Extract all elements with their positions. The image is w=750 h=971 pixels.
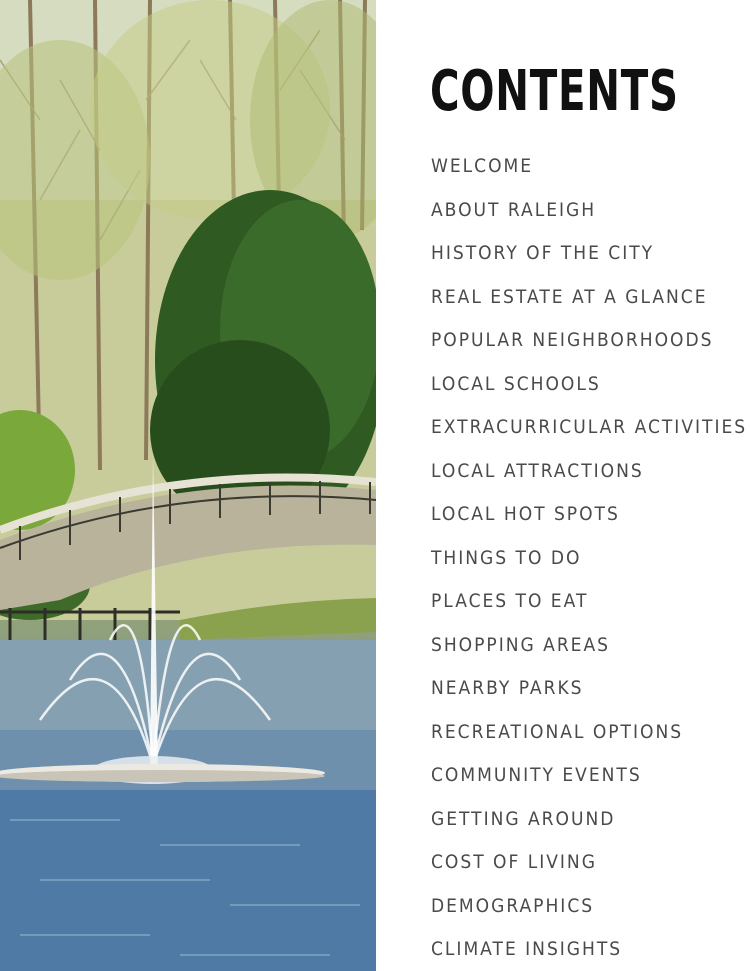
toc-item-climate[interactable]: CLIMATE INSIGHTS [431, 938, 623, 960]
toc-item-getting-around[interactable]: GETTING AROUND [431, 807, 616, 830]
toc-item-parks[interactable]: NEARBY PARKS [431, 677, 584, 699]
table-of-contents [431, 150, 750, 971]
toc-item-history[interactable]: HISTORY OF THE CITY [431, 242, 655, 264]
toc-item-schools[interactable]: LOCAL SCHOOLS [431, 372, 601, 395]
toc-item-real-estate[interactable]: REAL ESTATE AT A GLANCE [431, 285, 708, 308]
toc-item-welcome[interactable]: WELCOME [431, 155, 534, 177]
toc-item-extracurricular[interactable]: EXTRACURRICULAR ACTIVITIES [431, 416, 748, 438]
toc-item-attractions[interactable]: LOCAL ATTRACTIONS [431, 459, 644, 482]
toc-item-about-raleigh[interactable]: ABOUT RALEIGH [431, 198, 597, 221]
toc-item-hot-spots[interactable]: LOCAL HOT SPOTS [431, 503, 620, 525]
toc-item-places-to-eat[interactable]: PLACES TO EAT [431, 590, 589, 612]
toc-item-neighborhoods[interactable]: POPULAR NEIGHBORHOODS [431, 329, 714, 351]
toc-item-things-to-do[interactable]: THINGS TO DO [431, 546, 582, 569]
toc-item-cost-of-living[interactable]: COST OF LIVING [431, 851, 597, 873]
toc-item-community-events[interactable]: COMMUNITY EVENTS [431, 764, 642, 786]
contents-panel [376, 0, 750, 971]
toc-item-shopping[interactable]: SHOPPING AREAS [431, 633, 610, 656]
toc-item-demographics[interactable]: DEMOGRAPHICS [431, 894, 595, 917]
toc-item-recreation[interactable]: RECREATIONAL OPTIONS [431, 720, 684, 743]
contents-title: CONTENTS [430, 59, 679, 124]
